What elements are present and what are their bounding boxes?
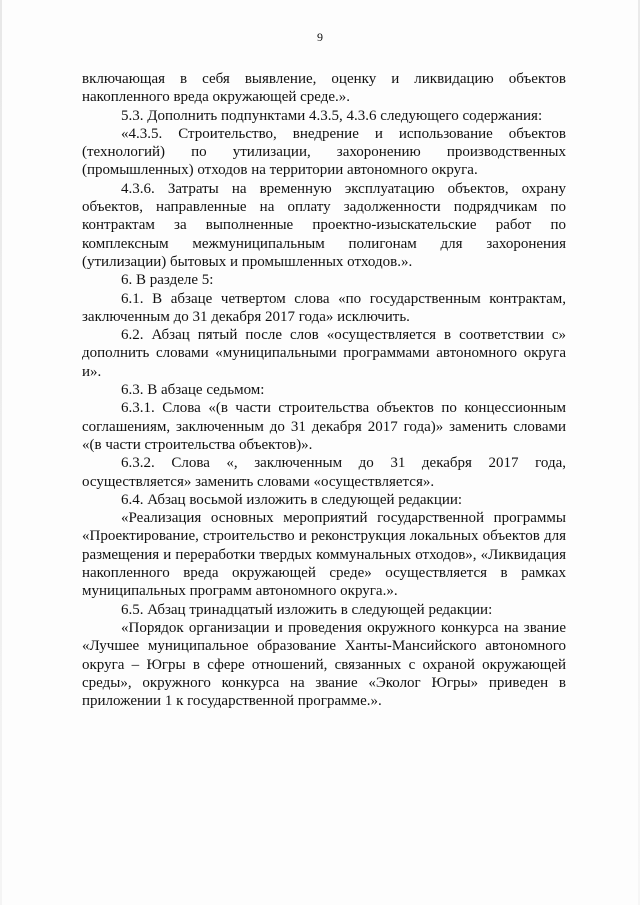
paragraph: 4.3.6. Затраты на временную эксплуатацию объектов, охрану объектов, направленные на оплату задолженности подрядчикам по контрактам за выполненные проектно-изыскательские работ по комплексным межмуниципальным полигонам для захоронения (утилизации) бытовых и промышленных отходов.». (82, 180, 566, 270)
paragraph: 6.5. Абзац тринадцатый изложить в следующей редакции: (121, 601, 493, 618)
paragraph: «Порядок организации и проведения окружного конкурса на звание «Лучшее муниципальное образование Ханты-Мансийского автономного округа – Югры в сфере отношений, связанных с охраной окружающей среды», окружного конкурса на звание «Эколог Югры» приведен в приложении 1 к государственной программе.». (82, 619, 566, 710)
paragraph: 6.3.1. Слова «(в части строительства объектов по концессионным соглашениям, заключенным до 31 декабря 2017 года)» заменить словами «(в части строительства объектов)». (82, 400, 566, 453)
paragraph: 6.1. В абзаце четвертом слова «по государственным контрактам, заключенным до 31 декабря 2017 года» исключить. (82, 290, 566, 325)
paragraph: 6.3.2. Слова «, заключенным до 31 декабря 2017 года, осуществляется» заменить словами «осуществляется». (82, 455, 566, 490)
page-number: 9 (317, 30, 323, 44)
paragraph: включающая в себя выявление, оценку и ликвидацию объектов накопленного вреда окружающей среде.». (82, 71, 566, 106)
paragraph: 6.3. В абзаце седьмом: (121, 382, 265, 399)
paragraph: 5.3. Дополнить подпунктами 4.3.5, 4.3.6 следующего содержания: (121, 107, 543, 124)
paragraph: 6. В разделе 5: (121, 272, 214, 289)
paragraph: «Реализация основных мероприятий государственной программы «Проектирование, строительство и реконструкция локальных объектов для размещения и переработки твердых коммунальных отходов», «Ликвидация накопленного вреда окружающей среде» осуществляется в рамках муниципальных программ автономного округа.». (82, 510, 566, 600)
paragraph: 6.4. Абзац восьмой изложить в следующей редакции: (121, 491, 463, 508)
paragraph: 6.2. Абзац пятый после слов «осуществляется в соответствии с» дополнить словами «муниципальными программами автономного округа и». (82, 327, 566, 380)
document-body (82, 70, 566, 710)
paragraph: «4.3.5. Строительство, внедрение и использование объектов (технологий) по утилизации, захоронению производственных (промышленных) отходов на территории автономного округа. (82, 125, 566, 179)
scan-edge-left (0, 0, 2, 905)
